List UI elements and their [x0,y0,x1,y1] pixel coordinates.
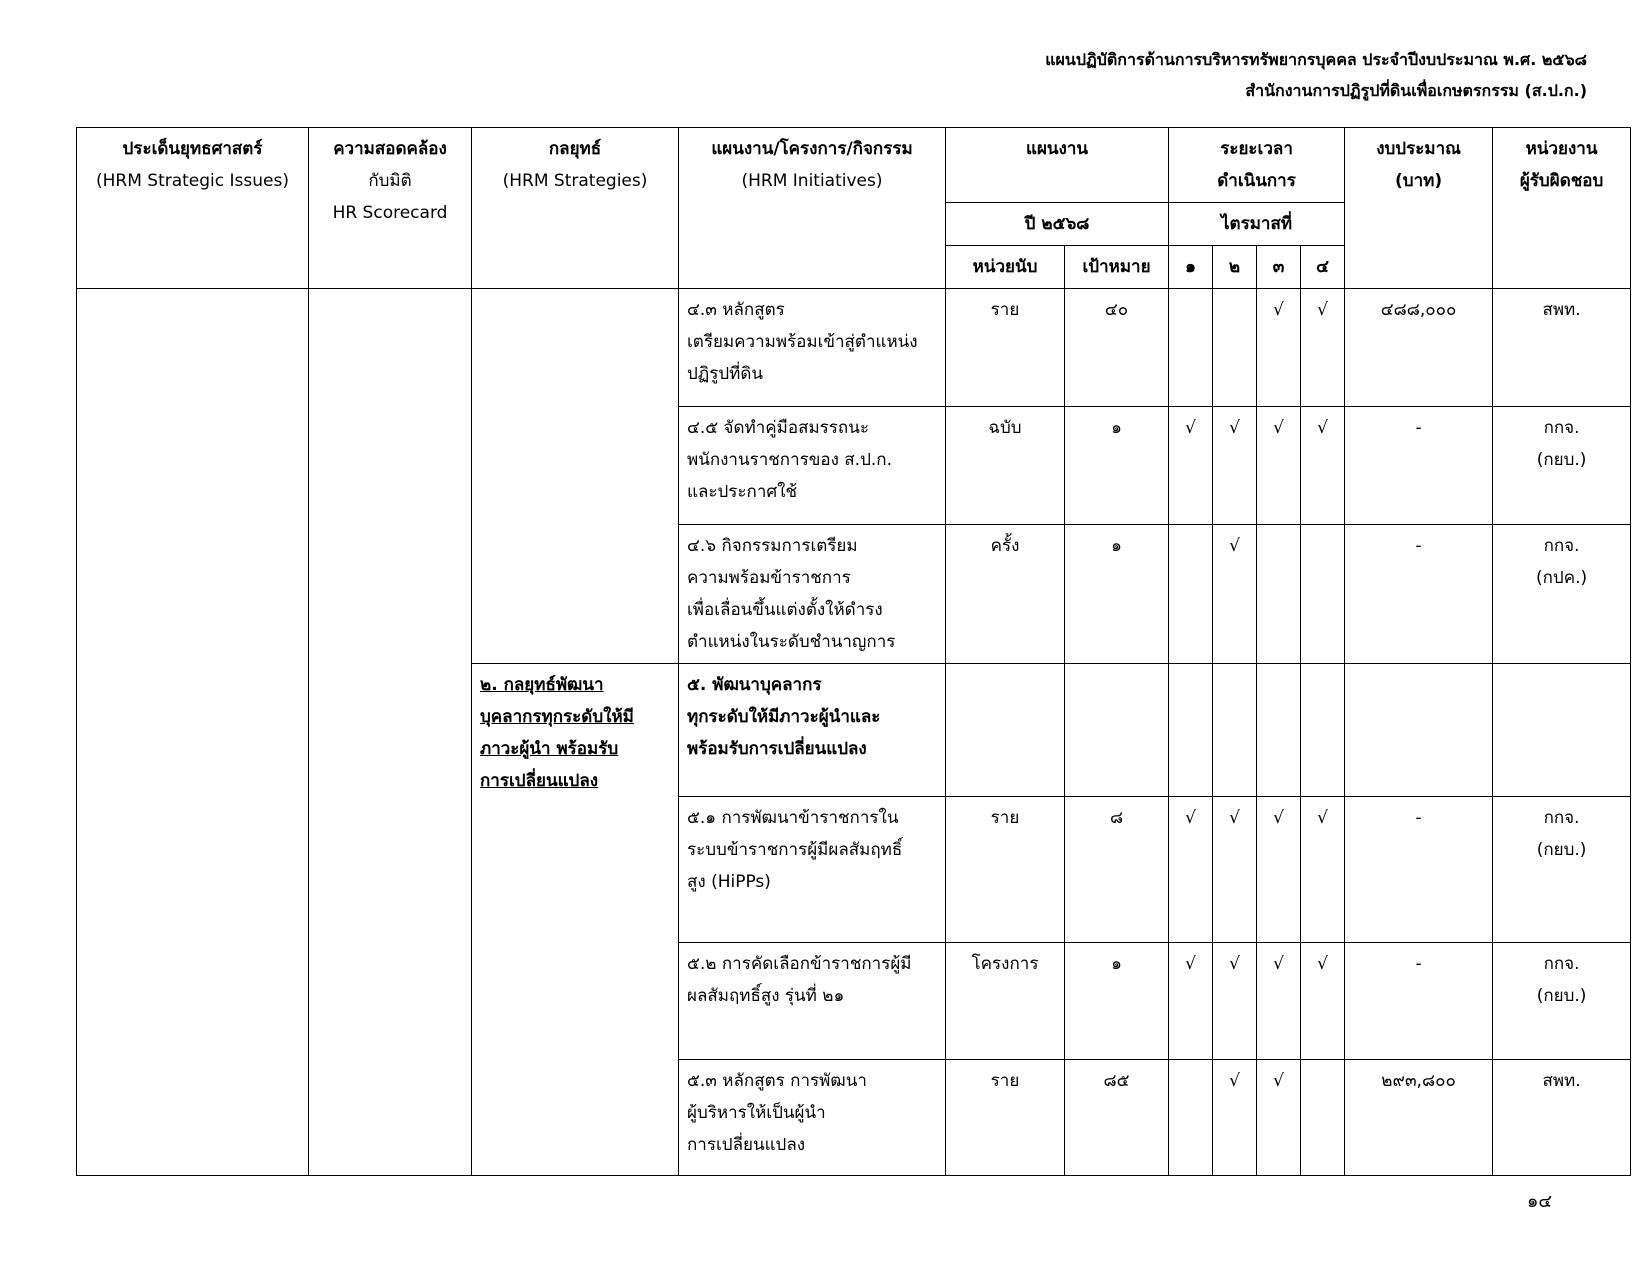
header-plan-year: ปี ๒๕๖๘ [946,203,1169,246]
quarter-4-cell: √ [1301,407,1345,525]
initiative-line: ๕. พัฒนาบุคลากร [687,675,822,695]
hr-action-plan-table [76,127,1631,1176]
quarter-2-cell: √ [1213,525,1257,664]
initiative-cell [679,664,946,797]
owner-line: สพท. [1542,1071,1581,1091]
header-q1: ๑ [1169,246,1213,289]
quarter-3-cell [1257,664,1301,797]
quarter-1-cell: √ [1169,407,1213,525]
unit-cell: โครงการ [946,943,1065,1060]
owner-line: (กยบ.) [1536,986,1587,1006]
header-unit: หน่วยนับ [946,246,1065,289]
quarter-4-cell: √ [1301,289,1345,407]
unit-cell [946,664,1065,797]
target-cell: ๔๐ [1065,289,1169,407]
initiative-line: พร้อมรับการเปลี่ยนแปลง [687,739,867,759]
initiative-line: ระบบข้าราชการผู้มีผลสัมฤทธิ์ [687,840,903,860]
budget-cell: ๔๘๘,๐๐๐ [1345,289,1493,407]
budget-cell: - [1345,407,1493,525]
budget-cell: - [1345,525,1493,664]
budget-cell: - [1345,943,1493,1060]
budget-cell [1345,664,1493,797]
document-agency: สำนักงานการปฏิรูปที่ดินเพื่อเกษตรกรรม (ส.ป.ก.) [1245,81,1587,100]
header-duration: ระยะเวลา ดำเนินการ [1169,128,1345,203]
header-scorecard: ความสอดคล้อง กับมิติ HR Scorecard [309,128,472,289]
initiative-line: ๕.๓ หลักสูตร การพัฒนา [687,1071,867,1091]
quarter-1-cell [1169,289,1213,407]
initiative-cell [679,943,946,1060]
initiative-cell [679,289,946,407]
quarter-3-cell: √ [1257,289,1301,407]
owner-line: กกจ. [1543,418,1580,438]
header-plan: แผนงาน [946,128,1169,203]
header-q3: ๓ [1257,246,1301,289]
initiative-line: ปฏิรูปที่ดิน [687,364,763,384]
quarter-3-cell [1257,525,1301,664]
initiative-cell [679,525,946,664]
unit-cell: ครั้ง [946,525,1065,664]
initiative-line: ๔.๕ จัดทำคู่มือสมรรถนะ [687,418,869,438]
budget-cell: ๒๙๓,๘๐๐ [1345,1060,1493,1176]
initiative-line: ผลสัมฤทธิ์สูง รุ่นที่ ๒๑ [687,986,845,1006]
quarter-4-cell [1301,1060,1345,1176]
target-cell: ๑ [1065,407,1169,525]
quarter-3-cell: √ [1257,407,1301,525]
unit-cell: ราย [946,289,1065,407]
initiative-line: เพื่อเลื่อนขึ้นแต่งตั้งให้ดำรง [687,600,883,620]
strategy-title-line: บุคลากรทุกระดับให้มี [480,707,634,727]
table-row [77,289,1631,407]
quarter-3-cell: √ [1257,797,1301,943]
target-cell [1065,664,1169,797]
table-body [77,289,1631,1176]
initiative-line: การเปลี่ยนแปลง [687,1135,806,1155]
owner-line: กกจ. [1543,536,1580,556]
target-cell: ๑ [1065,943,1169,1060]
owner-line: กกจ. [1543,954,1580,974]
unit-cell: ราย [946,797,1065,943]
owner-cell [1493,1060,1631,1176]
owner-line: (กปค.) [1536,568,1588,588]
strategy-cell [472,664,679,1176]
initiative-line: ๕.๑ การพัฒนาข้าราชการใน [687,808,899,828]
quarter-4-cell [1301,525,1345,664]
initiative-line: ๔.๖ กิจกรรมการเตรียม [687,536,858,556]
quarter-1-cell [1169,525,1213,664]
owner-cell [1493,525,1631,664]
owner-cell [1493,797,1631,943]
owner-line: สพท. [1542,300,1581,320]
quarter-1-cell [1169,1060,1213,1176]
header-q4: ๔ [1301,246,1345,289]
quarter-2-cell [1213,289,1257,407]
header-q2: ๒ [1213,246,1257,289]
initiative-line: เตรียมความพร้อมเข้าสู่ตำแหน่ง [687,332,918,352]
unit-cell: ราย [946,1060,1065,1176]
initiative-line: สูง (HiPPs) [687,872,771,892]
quarter-4-cell [1301,664,1345,797]
owner-line: กกจ. [1543,808,1580,828]
quarter-2-cell: √ [1213,1060,1257,1176]
target-cell: ๑ [1065,525,1169,664]
quarter-3-cell: √ [1257,943,1301,1060]
header-owner: หน่วยงาน ผู้รับผิดชอบ [1493,128,1631,289]
quarter-2-cell: √ [1213,797,1257,943]
strategy-title-line: ภาวะผู้นำ พร้อมรับ [480,739,619,759]
quarter-2-cell [1213,664,1257,797]
document-header [1045,44,1587,106]
strategy-title-line: ๒. กลยุทธ์พัฒนา [480,675,604,695]
strategy-cell-continued [472,289,679,664]
owner-line: (กยบ.) [1536,840,1587,860]
header-budget: งบประมาณ (บาท) [1345,128,1493,289]
quarter-1-cell: √ [1169,943,1213,1060]
quarter-2-cell: √ [1213,943,1257,1060]
header-strategies: กลยุทธ์ (HRM Strategies) [472,128,679,289]
header-strategic-issues: ประเด็นยุทธศาสตร์ (HRM Strategic Issues) [77,128,309,289]
unit-cell: ฉบับ [946,407,1065,525]
budget-cell: - [1345,797,1493,943]
document-title: แผนปฏิบัติการด้านการบริหารทรัพยากรบุคคล ประจำปีงบประมาณ พ.ศ. ๒๕๖๘ [1045,50,1587,69]
initiative-cell [679,1060,946,1176]
initiative-line: ผู้บริหารให้เป็นผู้นำ [687,1103,826,1123]
initiative-cell [679,797,946,943]
header-quarter: ไตรมาสที่ [1169,203,1345,246]
page-number: ๑๔ [1526,1191,1552,1212]
quarter-3-cell: √ [1257,1060,1301,1176]
quarter-2-cell: √ [1213,407,1257,525]
quarter-4-cell: √ [1301,943,1345,1060]
owner-cell [1493,664,1631,797]
initiative-line: ๔.๓ หลักสูตร [687,300,785,320]
quarter-1-cell [1169,664,1213,797]
initiative-line: พนักงานราชการของ ส.ป.ก. [687,450,892,470]
header-initiatives: แผนงาน/โครงการ/กิจกรรม (HRM Initiatives) [679,128,946,289]
initiative-line: ๕.๒ การคัดเลือกข้าราชการผู้มี [687,954,912,974]
target-cell: ๘ [1065,797,1169,943]
initiative-line: ตำแหน่งในระดับชำนาญการ [687,632,896,652]
initiative-line: ความพร้อมข้าราชการ [687,568,851,588]
header-target: เป้าหมาย [1065,246,1169,289]
target-cell: ๘๕ [1065,1060,1169,1176]
initiative-line: ทุกระดับให้มีภาวะผู้นำและ [687,707,881,727]
quarter-4-cell: √ [1301,797,1345,943]
table-header [77,128,1631,289]
initiative-cell [679,407,946,525]
strategy-title-line: การเปลี่ยนแปลง [480,771,599,791]
owner-line: (กยบ.) [1536,450,1587,470]
scorecard-cell [309,289,472,1176]
strategic-issue-cell [77,289,309,1176]
initiative-line: และประกาศใช้ [687,482,798,502]
owner-cell [1493,289,1631,407]
owner-cell [1493,407,1631,525]
quarter-1-cell: √ [1169,797,1213,943]
owner-cell [1493,943,1631,1060]
